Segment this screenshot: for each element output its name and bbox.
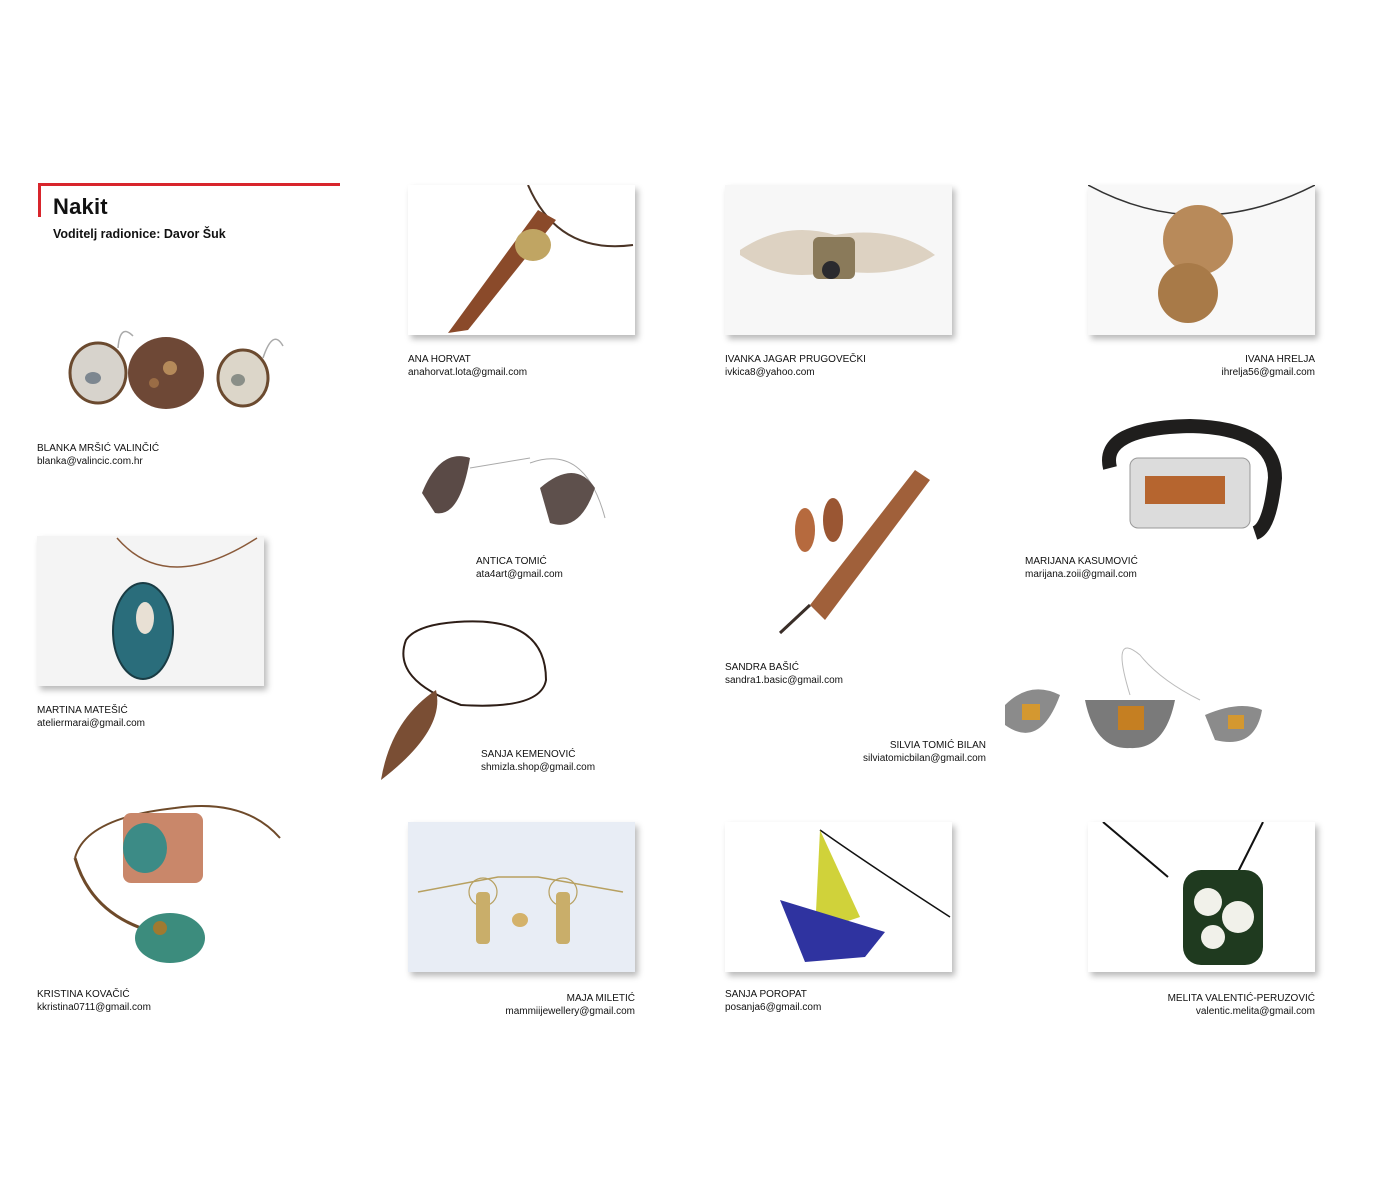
artist-name: MARTINA MATEŠIĆ xyxy=(37,705,128,716)
artist-email: ihrelja56@gmail.com xyxy=(1221,367,1315,378)
artist-name: MAJA MILETIĆ xyxy=(566,993,635,1004)
jewelry-photo-floral-pendant xyxy=(1088,822,1315,972)
jewelry-photo-enamel-earrings-brooch xyxy=(58,318,290,418)
jewelry-photo-pearl-bracelet xyxy=(725,185,952,335)
jewelry-photo-teal-pendant xyxy=(37,536,264,686)
artist-caption xyxy=(37,988,151,1014)
jewelry-photo-copper-bracelet-earrings xyxy=(765,455,940,635)
artist-email: ateliermarai@gmail.com xyxy=(37,718,145,729)
artist-caption xyxy=(1025,555,1138,581)
artist-caption xyxy=(481,748,595,774)
artist-caption xyxy=(1085,992,1315,1018)
artist-name: ANA HORVAT xyxy=(408,354,471,365)
artist-caption xyxy=(408,353,527,379)
jewelry-photo-leather-necklace xyxy=(408,185,635,335)
artist-name: SILVIA TOMIĆ BILAN xyxy=(889,740,986,751)
artist-email: valentic.melita@gmail.com xyxy=(1195,1006,1315,1017)
jewelry-photo-silver-bracelet xyxy=(1090,418,1285,543)
artist-caption xyxy=(725,661,843,687)
artist-name: BLANKA MRŠIĆ VALINČIĆ xyxy=(37,443,160,454)
section-accent-rule xyxy=(38,183,340,186)
jewelry-photo-glasses-necklace xyxy=(408,822,635,972)
artist-email: marijana.zoii@gmail.com xyxy=(1025,569,1137,580)
artist-caption xyxy=(37,442,159,468)
artist-caption xyxy=(1115,353,1315,379)
artist-name: MARIJANA KASUMOVIĆ xyxy=(1025,556,1138,567)
page-subtitle: Voditelj radionice: Davor Šuk xyxy=(53,227,226,241)
artist-name: MELITA VALENTIĆ-PERUZOVIĆ xyxy=(1167,993,1315,1004)
artist-email: blanka@valincic.com.hr xyxy=(37,456,143,467)
page-title: Nakit xyxy=(53,194,108,219)
section-accent-rule-vertical xyxy=(38,183,41,217)
artist-name: SANDRA BAŠIĆ xyxy=(725,662,799,673)
artist-caption xyxy=(476,555,563,581)
artist-name: IVANKA JAGAR PRUGOVEČKI xyxy=(725,354,866,365)
artist-email: silviatomicbilan@gmail.com xyxy=(863,753,986,764)
artist-email: sandra1.basic@gmail.com xyxy=(725,675,843,686)
artist-name: SANJA KEMENOVIĆ xyxy=(481,749,576,760)
artist-email: shmizla.shop@gmail.com xyxy=(481,762,596,773)
artist-email: anahorvat.lota@gmail.com xyxy=(408,367,528,378)
artist-caption xyxy=(786,739,986,765)
artist-name: KRISTINA KOVAČIĆ xyxy=(37,989,130,1000)
artist-caption xyxy=(725,353,866,379)
jewelry-photo-amber-set xyxy=(1000,640,1265,755)
jewelry-photo-disc-necklace xyxy=(1088,185,1315,335)
jewelry-photo-cuff-necklace xyxy=(65,798,290,978)
artist-caption xyxy=(37,704,145,730)
artist-caption xyxy=(725,988,821,1014)
artist-name: ANTICA TOMIĆ xyxy=(476,556,547,567)
artist-email: ata4art@gmail.com xyxy=(476,569,563,580)
artist-caption xyxy=(435,992,635,1018)
jewelry-photo-spiral-earrings xyxy=(410,448,615,540)
artist-email: kkristina0711@gmail.com xyxy=(37,1002,151,1013)
artist-email: ivkica8@yahoo.com xyxy=(725,367,815,378)
jewelry-photo-boat-pendant xyxy=(725,822,952,972)
artist-email: posanja6@gmail.com xyxy=(725,1002,822,1013)
artist-name: IVANA HRELJA xyxy=(1245,354,1315,365)
artist-email: mammiijewellery@gmail.com xyxy=(505,1006,635,1017)
artist-name: SANJA POROPAT xyxy=(725,989,807,1000)
